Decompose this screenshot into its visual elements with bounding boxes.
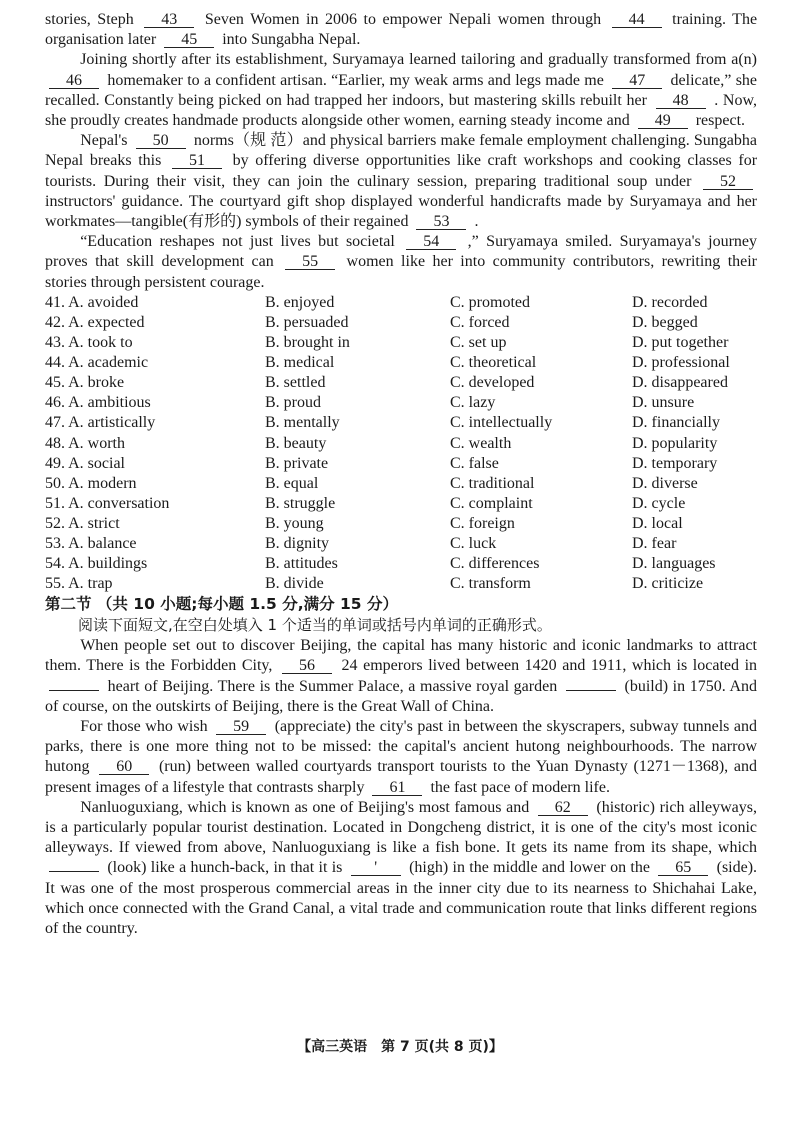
option-cell: B. private (265, 454, 329, 472)
option-cell: B. settled (265, 374, 326, 392)
paragraph-text: the fast pace of modern life. (430, 778, 610, 796)
option-cell: C. intellectually (450, 414, 553, 432)
option-cell: D. local (632, 514, 683, 532)
option-cell: B. persuaded (265, 313, 349, 331)
option-cell: B. equal (265, 474, 319, 492)
option-cell: D. recorded (632, 293, 708, 311)
option-cell: B. attitudes (265, 555, 338, 573)
option-cell: C. wealth (450, 434, 512, 452)
option-cell: 43. A. took to (45, 334, 133, 352)
answer-blank: 60 (99, 759, 149, 775)
option-cell: 45. A. broke (45, 374, 125, 392)
paragraph-text: Nepal's (80, 132, 128, 150)
paragraph-text: women like her into community contributors, rewriting their stories through persistent courage. (45, 253, 758, 291)
answer-blank: 44 (612, 12, 662, 28)
paragraph-text: into Sungabha Nepal. (222, 31, 361, 49)
option-cell: 46. A. ambitious (45, 394, 151, 412)
options-table (45, 293, 757, 594)
option-cell: 50. A. modern (45, 474, 137, 492)
option-cell: C. set up (450, 334, 507, 352)
paragraph-text: Seven Women in 2006 to empower Nepali women through (204, 11, 602, 28)
option-cell: C. foreign (450, 514, 515, 532)
option-cell: C. luck (450, 534, 497, 552)
answer-blank: 47 (612, 73, 662, 89)
option-cell: C. lazy (450, 394, 496, 412)
option-cell: 44. A. academic (45, 354, 149, 372)
answer-blank: 49 (638, 113, 688, 129)
option-cell: 42. A. expected (45, 313, 145, 331)
answer-blank: 43 (144, 12, 194, 28)
option-cell: D. unsure (632, 394, 695, 412)
option-cell: 53. A. balance (45, 534, 137, 552)
option-cell: 54. A. buildings (45, 555, 148, 573)
answer-blank (566, 690, 616, 691)
option-cell: 41. A. avoided (45, 293, 139, 311)
paragraph-text: stories, Steph (45, 11, 134, 28)
option-cell: 55. A. trap (45, 575, 113, 593)
option-cell: C. differences (450, 555, 540, 573)
answer-blank: 56 (282, 658, 332, 674)
paragraph (45, 232, 757, 293)
exam-page (45, 10, 757, 939)
answer-blank (49, 690, 99, 691)
answer-blank: 53 (416, 214, 466, 230)
option-cell: D. temporary (632, 454, 718, 472)
option-cell: C. traditional (450, 474, 535, 492)
paragraph-text: (side). It was one of the most prosperous commercial areas in the inner city due to its nearness to Shichahai Lake, which once connected with the Grand Canal, a vital trade and communication route that links different regions of the country. (45, 859, 758, 938)
answer-blank: 61 (372, 780, 422, 796)
paragraph-text: 24 emperors lived between 1420 and 1911, which is located in (341, 657, 758, 675)
paragraph-text: training. The organisation later (45, 11, 758, 49)
paragraph-text: (run) between walled courtyards transport tourists to the Yuan Dynasty (1271－1368), and present images of a lifestyle that contrasts sharply (45, 758, 758, 796)
option-cell: D. fear (632, 534, 677, 552)
option-cell: 52. A. strict (45, 514, 120, 532)
option-cell: B. enjoyed (265, 293, 335, 311)
grammar-fill-passage (45, 636, 757, 939)
option-cell: D. professional (632, 354, 730, 372)
paragraph-text: by offering diverse opportunities like craft workshops and cooking classes for tourists. During their visit, they can join the culinary session, preparing traditional soup under (45, 152, 758, 190)
answer-blank: 48 (656, 93, 706, 109)
paragraph (45, 798, 757, 939)
page-footer: 【高三英语 第 7 页(共 8 页)】 (297, 1039, 503, 1055)
paragraph-text: homemaker to a confident artisan. “Earlier, my weak arms and legs made me (107, 71, 604, 89)
option-cell: B. young (265, 514, 324, 532)
paragraph-text: respect. (695, 112, 746, 130)
answer-blank: 59 (216, 719, 266, 735)
option-cell: D. popularity (632, 434, 718, 452)
answer-blank: 54 (406, 234, 456, 250)
paragraph-text: instructors' guidance. The courtyard gift shop displayed wonderful handicrafts made by Suryamaya and her workmates—tangible(有形的) symbols of their regained (45, 192, 757, 231)
option-cell: D. begged (632, 313, 698, 331)
paragraph-text: heart of Beijing. There is the Summer Palace, a massive royal garden (107, 677, 558, 695)
answer-blank: ' (351, 860, 401, 876)
option-cell: B. divide (265, 575, 324, 593)
answer-blank: 50 (136, 133, 186, 149)
option-cell: D. criticize (632, 575, 704, 593)
option-cell: 47. A. artistically (45, 414, 156, 432)
paragraph-text: (appreciate) the city's past in between the skyscrapers, subway tunnels and parks, there is one more thing not to be missed: the capital's ancient hutong neighbourhoods. The narrow hutong (45, 718, 758, 776)
answer-blank: 52 (703, 174, 753, 190)
option-cell: C. false (450, 454, 499, 472)
option-cell: B. struggle (265, 494, 336, 512)
paragraph-text: Joining shortly after its establishment, Suryamaya learned tailoring and gradually transformed from a(n) (80, 51, 757, 69)
paragraph-text: When people set out to discover Beijing, the capital has many historic and iconic landmarks to attract them. There is the Forbidden City, (45, 637, 757, 675)
paragraph (45, 131, 757, 232)
answer-blank: 55 (285, 254, 335, 270)
paragraph-text: (high) in the middle and lower on the (409, 859, 650, 877)
section-heading: 第二节 （共 10 小题;每小题 1.5 分,满分 15 分） (45, 595, 398, 614)
answer-blank: 45 (164, 32, 214, 48)
option-cell: B. brought in (265, 334, 350, 352)
option-cell: B. mentally (265, 414, 340, 432)
answer-blank: 51 (172, 153, 222, 169)
paragraph-text: (build) in 1750. And of course, on the outskirts of Beijing, there is the Great Wall of China. (45, 677, 758, 715)
paragraph-text: For those who wish (80, 718, 208, 736)
paragraph-text: “Education reshapes not just lives but societal (80, 233, 395, 251)
option-cell: 49. A. social (45, 454, 125, 472)
option-cell: D. financially (632, 414, 720, 432)
paragraph (45, 636, 757, 717)
option-cell: B. proud (265, 394, 321, 412)
option-cell: C. developed (450, 374, 535, 392)
paragraph (45, 10, 757, 50)
paragraph-text: ,” Suryamaya smiled. Suryamaya's journey proves that skill development can (45, 233, 758, 271)
cloze-passage (45, 10, 757, 293)
paragraph-text: delicate,” she recalled. Constantly being picked on had trapped her indoors, but mastering skills rebuilt her (45, 71, 758, 109)
option-cell: D. diverse (632, 474, 698, 492)
option-cell: D. cycle (632, 494, 686, 512)
paragraph (45, 50, 757, 131)
option-cell: B. beauty (265, 434, 327, 452)
option-cell: B. dignity (265, 534, 330, 552)
answer-blank (49, 871, 99, 872)
answer-blank: 46 (49, 73, 99, 89)
option-cell: 48. A. worth (45, 434, 125, 452)
answer-blank: 62 (538, 800, 588, 816)
option-cell: D. languages (632, 555, 716, 573)
paragraph-text: (look) like a hunch-back, in that it is (107, 859, 343, 877)
option-cell: C. forced (450, 313, 510, 331)
section-instruction: 阅读下面短文,在空白处填入 1 个适当的单词或括号内单词的正确形式。 (78, 616, 552, 635)
paragraph (45, 717, 757, 798)
paragraph-text: (historic) rich alleyways, is a particularly popular tourist destination. Located in Dongcheng district, it is one of the city's most iconic alleyways. If viewed from above, Nanluoguxiang is like a fish bone. It gets its name from its shape, which (45, 798, 758, 857)
option-cell: B. medical (265, 354, 335, 372)
option-cell: C. promoted (450, 293, 530, 311)
paragraph-text: Nanluoguxiang, which is known as one of Beijing's most famous and (80, 798, 530, 816)
option-cell: 51. A. conversation (45, 494, 170, 512)
option-cell: D. disappeared (632, 374, 728, 392)
answer-blank: 65 (658, 860, 708, 876)
paragraph-text: . (474, 213, 479, 231)
paragraph-text: . Now, she proudly creates handmade products alongside other women, earning steady income and (45, 91, 758, 130)
option-cell: C. transform (450, 575, 531, 593)
paragraph-text: norms（规 范）and physical barriers make female employment challenging. Sungabha Nepal breaks this (45, 132, 757, 170)
option-cell: C. theoretical (450, 354, 537, 372)
option-cell: C. complaint (450, 494, 533, 512)
option-cell: D. put together (632, 334, 729, 352)
